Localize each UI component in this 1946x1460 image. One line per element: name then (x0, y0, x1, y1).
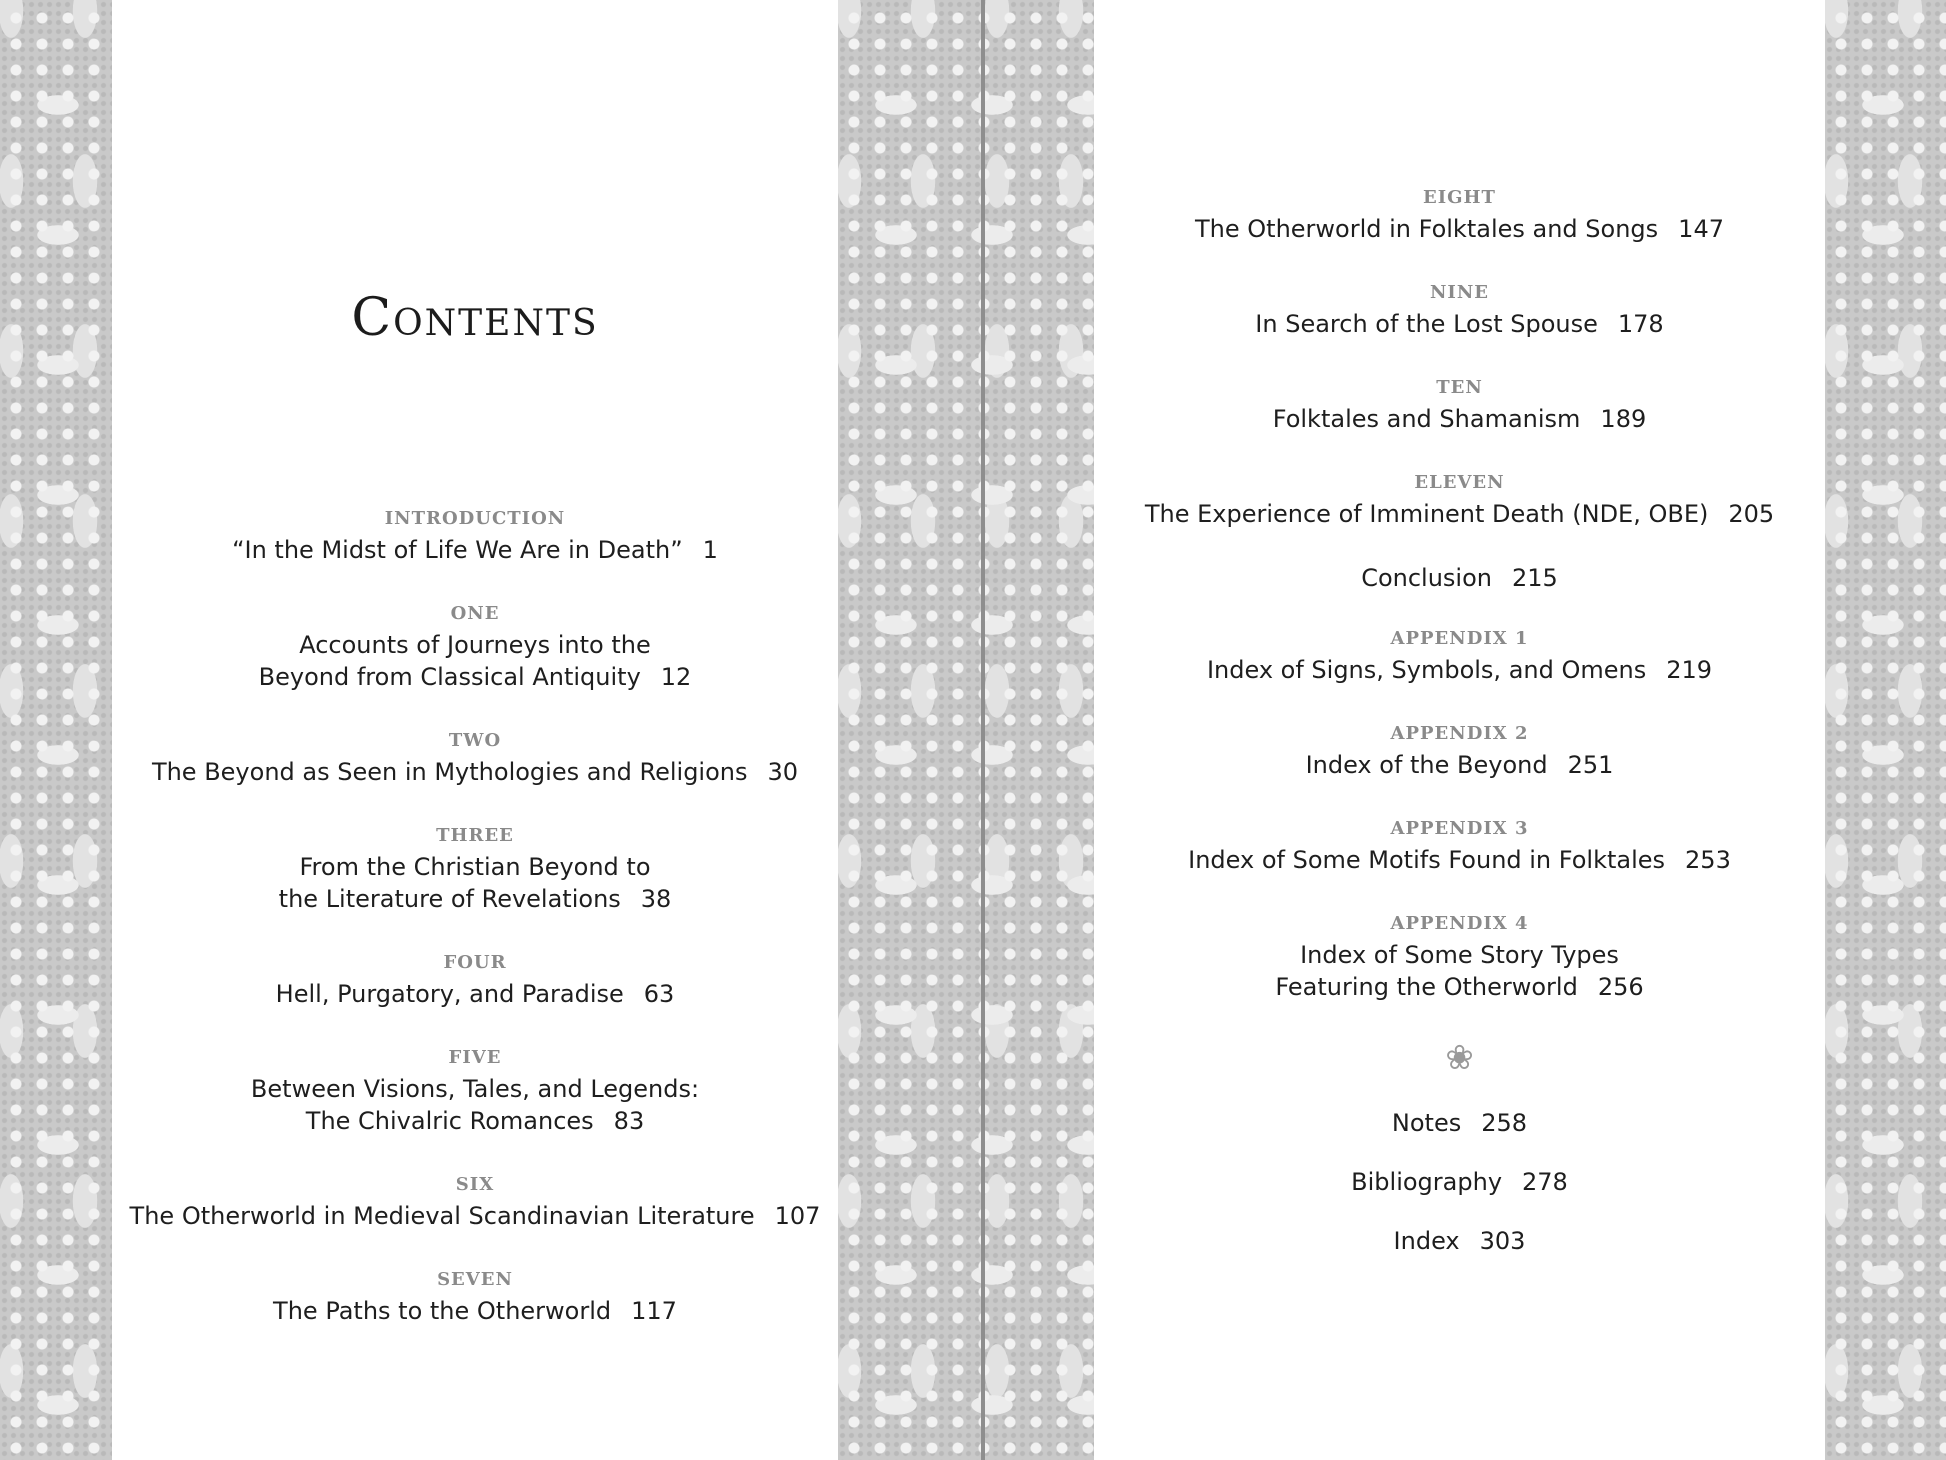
page-number: 251 (1567, 751, 1614, 779)
page-number: 219 (1666, 656, 1713, 684)
left-page (112, 0, 838, 1460)
decorative-border-right (1825, 0, 1946, 1460)
toc-entry (1094, 723, 1825, 781)
chapter-title: Between Visions, Tales, and Legends: (250, 1075, 700, 1103)
back-matter-entry: Bibliography 278 (1351, 1168, 1568, 1196)
chapter-title: Index of Signs, Symbols, and Omens 219 (1206, 656, 1713, 684)
page-number: 30 (767, 758, 799, 786)
chapter-label: FIVE (448, 1047, 502, 1068)
page-number: 117 (631, 1297, 677, 1325)
page-number: 12 (660, 663, 692, 691)
appendix-label: APPENDIX 3 (1390, 818, 1529, 839)
chapter-label: INTRODUCTION (384, 508, 566, 529)
chapter-title: In Search of the Lost Spouse 178 (1255, 310, 1664, 338)
chapter-label: SEVEN (437, 1269, 513, 1290)
chapter-title: The Otherworld in Folktales and Songs 147 (1195, 215, 1724, 243)
back-matter-entry: Notes 258 (1391, 1109, 1528, 1137)
chapter-label: THREE (436, 825, 514, 846)
toc-entry (1094, 818, 1825, 876)
page-number: 205 (1728, 500, 1775, 528)
chapter-label: EIGHT (1423, 187, 1496, 208)
toc-entry (1094, 472, 1825, 530)
toc-entry (112, 1269, 838, 1327)
chapter-title: Index of Some Story Types (1300, 941, 1619, 969)
chapter-title: Index of the Beyond 251 (1305, 751, 1614, 779)
toc-entry (1094, 562, 1825, 594)
chapter-label: NINE (1429, 282, 1490, 303)
toc-entry (1094, 628, 1825, 686)
page-number: 189 (1600, 405, 1647, 433)
decorative-border-gutter (838, 0, 1094, 1460)
page-number: 63 (643, 980, 675, 1008)
chapter-title-cont: Beyond from Classical Antiquity 12 (258, 663, 692, 691)
decorative-border-left (0, 0, 112, 1460)
chapter-title: The Beyond as Seen in Mythologies and Religions 30 (151, 758, 799, 786)
chapter-label: SIX (455, 1174, 495, 1195)
toc-entry (1094, 187, 1825, 245)
toc-entry (112, 508, 838, 566)
page-number: 83 (613, 1107, 645, 1135)
toc-entry (112, 603, 838, 693)
page-number: 215 (1511, 564, 1558, 592)
chapter-title: From the Christian Beyond to (299, 853, 651, 881)
page-number: 1 (702, 536, 718, 564)
page-number: 107 (774, 1202, 821, 1230)
appendix-label: APPENDIX 4 (1390, 913, 1529, 934)
appendix-label: APPENDIX 1 (1390, 628, 1529, 649)
page-number: 256 (1597, 973, 1644, 1001)
contents-title: Contents (351, 288, 599, 348)
toc-entry (112, 825, 838, 915)
chapter-label: ELEVEN (1414, 472, 1505, 493)
chapter-title: Folktales and Shamanism 189 (1272, 405, 1647, 433)
chapter-title-cont: the Literature of Revelations 38 (278, 885, 672, 913)
right-page (1094, 0, 1825, 1460)
page-number: 38 (640, 885, 672, 913)
chapter-title: Index of Some Motifs Found in Folktales 253 (1188, 846, 1731, 874)
chapter-title: “In the Midst of Life We Are in Death” 1 (232, 536, 718, 564)
toc-entry (112, 730, 838, 788)
chapter-title: Conclusion 215 (1361, 564, 1558, 592)
chapter-label: TEN (1436, 377, 1483, 398)
toc-entry (112, 1047, 838, 1137)
chapter-label: FOUR (443, 952, 507, 973)
page-number: 258 (1481, 1109, 1528, 1137)
page-number: 278 (1522, 1168, 1568, 1196)
flower-ornament-icon: ❀ (1445, 1038, 1474, 1078)
chapter-label: TWO (448, 730, 502, 751)
toc-entry (1094, 377, 1825, 435)
chapter-title: The Experience of Imminent Death (NDE, OBE) 205 (1144, 500, 1775, 528)
page-number: 178 (1617, 310, 1664, 338)
appendix-label: APPENDIX 2 (1390, 723, 1529, 744)
back-matter-entry: Index 303 (1393, 1227, 1526, 1255)
chapter-title: The Paths to the Otherworld 117 (273, 1297, 677, 1325)
chapter-label: ONE (450, 603, 500, 624)
chapter-title: Accounts of Journeys into the (299, 631, 651, 659)
page-number: 303 (1479, 1227, 1526, 1255)
page-number: 147 (1678, 215, 1724, 243)
chapter-title: Hell, Purgatory, and Paradise 63 (275, 980, 675, 1008)
chapter-title-cont: The Chivalric Romances 83 (305, 1107, 645, 1135)
toc-entry (1094, 913, 1825, 1003)
toc-entry (112, 952, 838, 1010)
chapter-title-cont: Featuring the Otherworld 256 (1275, 973, 1644, 1001)
page-number: 253 (1685, 846, 1731, 874)
toc-entry (112, 1174, 838, 1232)
toc-entry (1094, 282, 1825, 340)
chapter-title: The Otherworld in Medieval Scandinavian Literature 107 (129, 1202, 821, 1230)
